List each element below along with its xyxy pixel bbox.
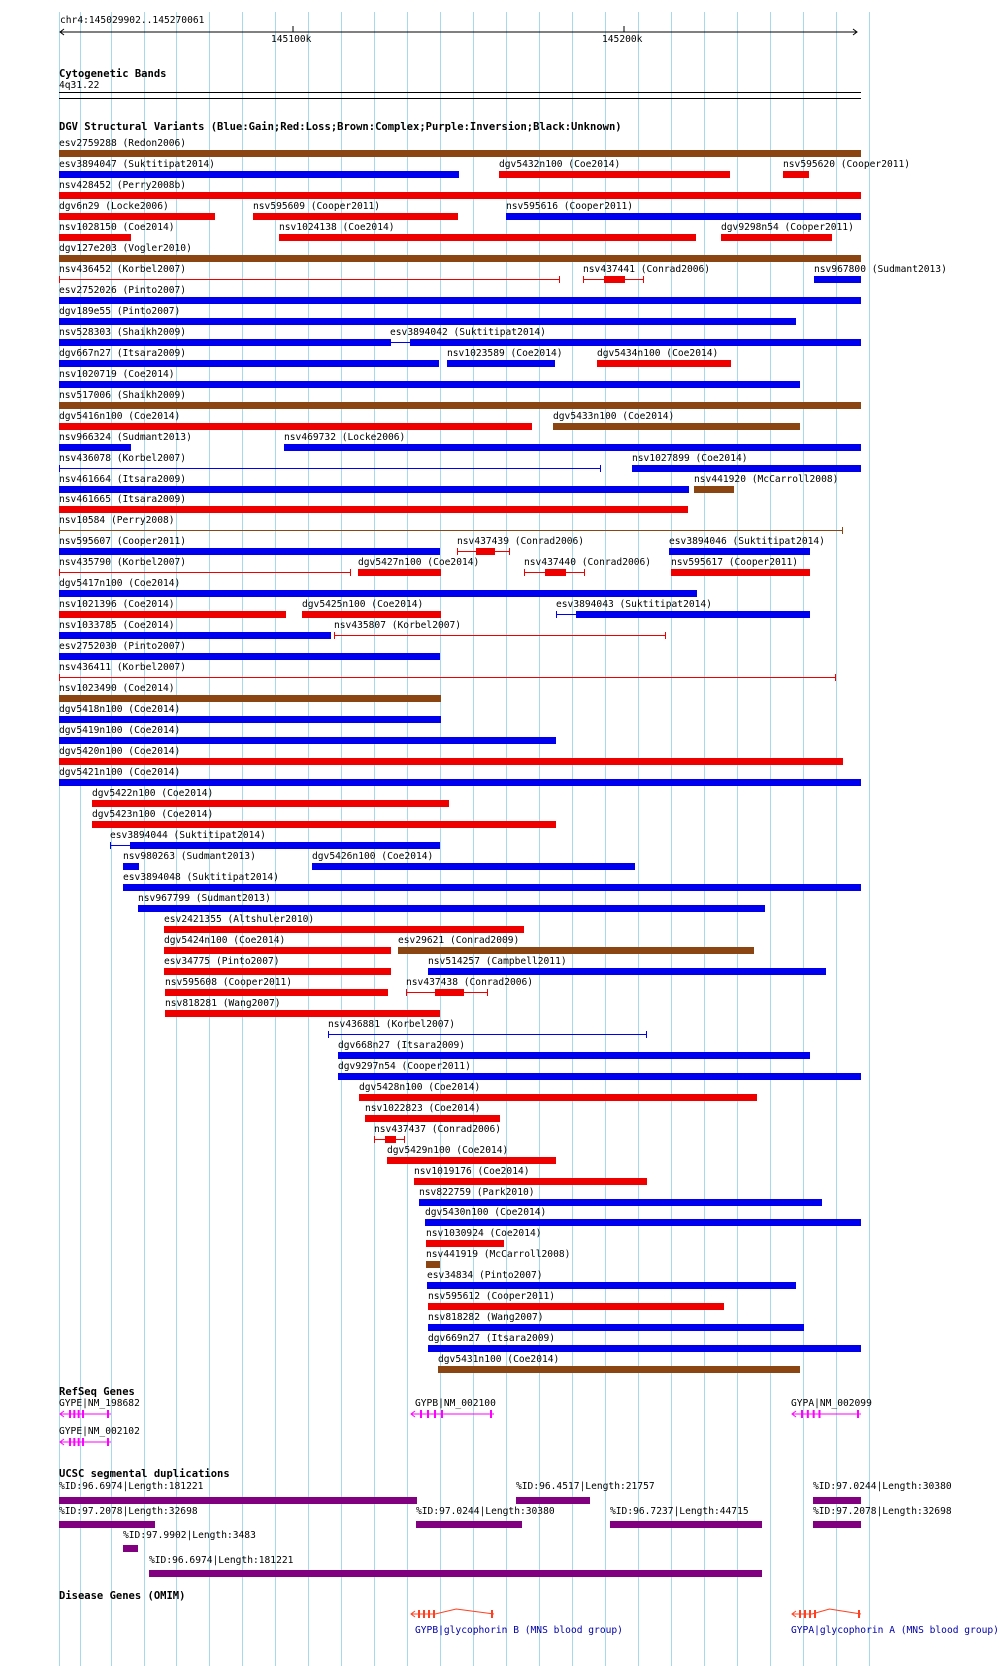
variant-label: esv3894048 (Suktitipat2014) — [123, 871, 279, 883]
variant-core-bar[interactable] — [410, 339, 861, 346]
variant-bar[interactable] — [59, 213, 215, 220]
segdup-bar[interactable] — [416, 1521, 522, 1528]
variant-bar[interactable] — [59, 611, 286, 618]
variant-label: nsv517006 (Shaikh2009) — [59, 389, 187, 401]
variant-span-cap — [665, 632, 666, 639]
variant-label: nsv818281 (Wang2007) — [165, 997, 281, 1009]
variant-label: esv3894046 (Suktitipat2014) — [669, 536, 825, 548]
cytoband-divider — [59, 98, 861, 99]
variant-bar[interactable] — [59, 192, 861, 199]
cytoband-divider — [59, 92, 861, 93]
variant-label: dgv668n27 (Itsara2009) — [338, 1039, 466, 1051]
variant-bar[interactable] — [165, 1010, 440, 1017]
variant-span-cap — [646, 1031, 647, 1038]
segdup-label: %ID:97.0244|Length:30380 — [416, 1506, 555, 1517]
ruler-position: chr4:145029902..145270061 — [60, 15, 205, 26]
variant-label: nsv461665 (Itsara2009) — [59, 494, 187, 506]
variant-bar[interactable] — [359, 1094, 757, 1101]
variant-label: esv34834 (Pinto2007) — [427, 1270, 543, 1282]
variant-core-bar[interactable] — [435, 989, 464, 996]
variant-label: nsv967799 (Sudmant2013) — [138, 892, 271, 904]
variant-span-line[interactable] — [334, 635, 666, 636]
ruler-tick-label: 145200k — [602, 34, 643, 45]
variant-span-line[interactable] — [59, 530, 843, 531]
segdup-label: %ID:96.4517|Length:21757 — [516, 1481, 655, 1492]
variant-bar[interactable] — [414, 1178, 647, 1185]
variant-label: dgv5428n100 (Coe2014) — [359, 1081, 481, 1093]
variant-label: dgv5430n100 (Coe2014) — [425, 1207, 547, 1219]
variant-label: nsv1024138 (Coe2014) — [279, 221, 395, 233]
variant-label: nsv1020719 (Coe2014) — [59, 368, 175, 380]
variant-span-line[interactable] — [328, 1034, 647, 1035]
variant-bar[interactable] — [59, 360, 439, 367]
variant-bar[interactable] — [428, 1324, 804, 1331]
refseq-track-title: RefSeq Genes — [59, 1386, 135, 1398]
variant-bar[interactable] — [427, 1282, 796, 1289]
variant-label: nsv818282 (Wang2007) — [428, 1312, 544, 1324]
variant-label: nsv435790 (Korbel2007) — [59, 557, 187, 569]
variant-bar[interactable] — [338, 1073, 861, 1080]
variant-bar[interactable] — [279, 234, 696, 241]
segdup-track-title: UCSC segmental duplications — [59, 1468, 230, 1480]
variant-bar[interactable] — [59, 171, 459, 178]
variant-bar[interactable] — [92, 800, 449, 807]
variant-span-cap — [583, 276, 584, 283]
variant-label: dgv5416n100 (Coe2014) — [59, 410, 181, 422]
variant-span-cap — [404, 1136, 405, 1143]
variant-label: nsv437441 (Conrad2006) — [583, 263, 711, 275]
variant-bar[interactable] — [632, 465, 861, 472]
variant-bar[interactable] — [59, 234, 131, 241]
variant-label: nsv595609 (Cooper2011) — [253, 200, 381, 212]
variant-label: dgv5429n100 (Coe2014) — [387, 1144, 509, 1156]
variant-label: nsv428452 (Perry2008b) — [59, 179, 187, 191]
variant-span-cap — [59, 527, 60, 534]
variant-bar[interactable] — [597, 360, 731, 367]
variant-label: nsv435807 (Korbel2007) — [334, 620, 462, 632]
omim-track-title: Disease Genes (OMIM) — [59, 1590, 186, 1602]
variant-label: nsv1022823 (Coe2014) — [365, 1102, 481, 1114]
segdup-bar[interactable] — [149, 1570, 762, 1577]
variant-label: nsv980263 (Sudmant2013) — [123, 850, 256, 862]
variant-bar[interactable] — [671, 569, 810, 576]
variant-bar[interactable] — [428, 968, 826, 975]
variant-bar[interactable] — [428, 1345, 861, 1352]
variant-label: dgv6n29 (Locke2006) — [59, 200, 169, 212]
variant-bar[interactable] — [387, 1157, 556, 1164]
variant-span-cap — [59, 569, 60, 576]
variant-label: dgv5421n100 (Coe2014) — [59, 767, 181, 779]
variant-bar[interactable] — [164, 947, 391, 954]
variant-label: dgv5432n100 (Coe2014) — [499, 158, 621, 170]
segdup-label: %ID:97.9902|Length:3483 — [123, 1530, 256, 1541]
variant-label: dgv5434n100 (Coe2014) — [597, 347, 719, 359]
variant-label: esv2752026 (Pinto2007) — [59, 284, 187, 296]
variant-bar[interactable] — [59, 423, 532, 430]
variant-bar[interactable] — [358, 569, 441, 576]
variant-bar[interactable] — [123, 863, 139, 870]
variant-label: dgv5425n100 (Coe2014) — [302, 599, 424, 611]
variant-label: dgv189e55 (Pinto2007) — [59, 305, 181, 317]
omim-gene-model[interactable] — [791, 1608, 863, 1620]
variant-label: dgv5433n100 (Coe2014) — [553, 410, 675, 422]
variant-span-cap — [643, 276, 644, 283]
variant-bar[interactable] — [669, 548, 810, 555]
variant-bar[interactable] — [721, 234, 832, 241]
gene-label: GYPB|NM_002100 — [415, 1398, 496, 1409]
variant-label: nsv595607 (Cooper2011) — [59, 536, 187, 548]
ruler-axis[interactable] — [0, 26, 890, 38]
variant-bar[interactable] — [428, 1303, 724, 1310]
variant-bar[interactable] — [92, 821, 556, 828]
variant-span-cap — [584, 569, 585, 576]
variant-label: dgv9297n54 (Cooper2011) — [338, 1060, 471, 1072]
variant-label: esv3894042 (Suktitipat2014) — [390, 326, 546, 338]
variant-label: nsv436078 (Korbel2007) — [59, 452, 187, 464]
variant-bar[interactable] — [398, 947, 754, 954]
variant-bar[interactable] — [59, 318, 796, 325]
variant-label: nsv437437 (Conrad2006) — [374, 1123, 502, 1135]
segdup-bar[interactable] — [610, 1521, 762, 1528]
variant-span-cap — [559, 276, 560, 283]
variant-label: nsv469732 (Locke2006) — [284, 431, 406, 443]
variant-bar[interactable] — [59, 716, 441, 723]
variant-label: nsv1030924 (Coe2014) — [426, 1228, 542, 1240]
segdup-label: %ID:96.6974|Length:181221 — [149, 1555, 294, 1566]
variant-label: nsv595616 (Cooper2011) — [506, 200, 634, 212]
variant-label: nsv436411 (Korbel2007) — [59, 662, 187, 674]
variant-span-cap — [59, 276, 60, 283]
variant-span-line[interactable] — [59, 572, 351, 573]
omim-gene-model[interactable] — [410, 1608, 496, 1620]
variant-bar[interactable] — [59, 632, 331, 639]
variant-label: dgv9298n54 (Cooper2011) — [721, 221, 854, 233]
variant-label: nsv441920 (McCarroll2008) — [694, 473, 839, 485]
variant-label: esv2752030 (Pinto2007) — [59, 641, 187, 653]
variant-label: esv3894047 (Suktitipat2014) — [59, 158, 215, 170]
variant-label: nsv437438 (Conrad2006) — [406, 976, 534, 988]
segdup-bar[interactable] — [813, 1521, 861, 1528]
variant-label: nsv441919 (McCarroll2008) — [426, 1249, 571, 1261]
variant-label: dgv5417n100 (Coe2014) — [59, 578, 181, 590]
variant-bar[interactable] — [164, 968, 391, 975]
variant-bar[interactable] — [59, 506, 688, 513]
variant-label: dgv667n27 (Itsara2009) — [59, 347, 187, 359]
omim-label: GYPB|glycophorin B (MNS blood group) — [415, 1625, 623, 1636]
variant-span-cap — [556, 611, 557, 618]
variant-bar[interactable] — [425, 1219, 861, 1226]
variant-span-cap — [509, 548, 510, 555]
variant-span-cap — [350, 569, 351, 576]
gene-label: GYPE|NM_002102 — [59, 1426, 140, 1437]
variant-bar[interactable] — [426, 1240, 504, 1247]
variant-label: nsv1028150 (Coe2014) — [59, 221, 175, 233]
variant-bar[interactable] — [164, 926, 524, 933]
variant-label: esv2421355 (Altshuler2010) — [164, 913, 315, 925]
variant-label: esv3894044 (Suktitipat2014) — [110, 830, 266, 841]
variant-core-bar[interactable] — [476, 548, 495, 555]
variant-bar[interactable] — [59, 444, 131, 451]
variant-label: dgv5420n100 (Coe2014) — [59, 746, 181, 758]
variant-label: nsv595617 (Cooper2011) — [671, 557, 799, 569]
variant-label: nsv437440 (Conrad2006) — [524, 557, 652, 569]
segdup-label: %ID:97.2078|Length:32698 — [59, 1506, 198, 1517]
segdup-bar[interactable] — [59, 1497, 417, 1504]
variant-bar[interactable] — [284, 444, 861, 451]
variant-bar[interactable] — [59, 255, 861, 262]
variant-span-line[interactable] — [59, 677, 836, 678]
variant-label: nsv437439 (Conrad2006) — [457, 536, 585, 548]
segdup-label: %ID:96.7237|Length:44715 — [610, 1506, 749, 1517]
variant-label: esv2759288 (Redon2006) — [59, 138, 187, 149]
variant-bar[interactable] — [59, 402, 861, 409]
segdup-bar[interactable] — [516, 1497, 590, 1504]
variant-bar[interactable] — [499, 171, 730, 178]
ruler-tick-label: 145100k — [271, 34, 312, 45]
gene-model[interactable] — [59, 1408, 113, 1420]
variant-bar[interactable] — [338, 1052, 810, 1059]
variant-span-line[interactable] — [59, 468, 601, 469]
gene-model[interactable] — [410, 1408, 496, 1420]
variant-bar[interactable] — [506, 213, 861, 220]
cytoband-track-title: Cytogenetic Bands — [59, 68, 167, 80]
variant-bar[interactable] — [59, 150, 861, 157]
variant-bar[interactable] — [59, 653, 440, 660]
variant-label: nsv1027899 (Coe2014) — [632, 452, 748, 464]
variant-label: dgv5431n100 (Coe2014) — [438, 1354, 560, 1366]
variant-label: dgv5426n100 (Coe2014) — [312, 850, 434, 862]
variant-label: nsv528303 (Shaikh2009) — [59, 326, 187, 338]
variant-label: nsv1023490 (Coe2014) — [59, 683, 175, 695]
variant-label: dgv669n27 (Itsara2009) — [428, 1333, 556, 1345]
variant-bar[interactable] — [138, 905, 765, 912]
variant-span-cap — [59, 465, 60, 472]
variant-label: nsv595612 (Cooper2011) — [428, 1291, 556, 1303]
variant-core-bar[interactable] — [130, 842, 440, 849]
variant-label: dgv5422n100 (Coe2014) — [92, 788, 214, 800]
variant-bar[interactable] — [438, 1366, 800, 1373]
gene-label: GYPA|NM_002099 — [791, 1398, 872, 1409]
variant-label: dgv5419n100 (Coe2014) — [59, 725, 181, 737]
variant-label: dgv5424n100 (Coe2014) — [164, 934, 286, 946]
variant-span-cap — [59, 674, 60, 681]
variant-bar[interactable] — [59, 737, 556, 744]
variant-bar[interactable] — [59, 381, 800, 388]
variant-bar[interactable] — [59, 297, 861, 304]
variant-bar[interactable] — [694, 486, 734, 493]
variant-bar[interactable] — [783, 171, 809, 178]
variant-label: nsv10584 (Perry2008) — [59, 515, 175, 527]
gene-label: GYPE|NM_198682 — [59, 1398, 140, 1409]
variant-span-cap — [457, 548, 458, 555]
variant-span-cap — [328, 1031, 329, 1038]
variant-label: esv34775 (Pinto2007) — [164, 955, 280, 967]
variant-bar[interactable] — [814, 276, 861, 283]
variant-core-bar[interactable] — [576, 611, 810, 618]
variant-label: esv3894043 (Suktitipat2014) — [556, 599, 712, 611]
variant-label: dgv5423n100 (Coe2014) — [92, 809, 214, 821]
variant-bar[interactable] — [253, 213, 458, 220]
segdup-bar[interactable] — [123, 1545, 138, 1552]
variant-bar[interactable] — [312, 863, 635, 870]
variant-bar[interactable] — [59, 758, 843, 765]
variant-label: nsv822759 (Park2010) — [419, 1186, 535, 1198]
variant-label: dgv5427n100 (Coe2014) — [358, 557, 480, 569]
variant-bar[interactable] — [165, 989, 388, 996]
variant-bar[interactable] — [447, 360, 555, 367]
variant-span-cap — [600, 465, 601, 472]
variant-bar[interactable] — [59, 779, 861, 786]
variant-span-cap — [835, 674, 836, 681]
variant-bar[interactable] — [426, 1261, 440, 1268]
cytoband-value: 4q31.22 — [59, 80, 100, 91]
variant-core-bar[interactable] — [604, 276, 625, 283]
variant-label: dgv5418n100 (Coe2014) — [59, 704, 181, 716]
variant-bar[interactable] — [123, 884, 861, 891]
segdup-bar[interactable] — [59, 1521, 155, 1528]
segdup-bar[interactable] — [813, 1497, 861, 1504]
variant-span-cap — [487, 989, 488, 996]
variant-label: dgv127e203 (Vogler2010) — [59, 242, 192, 254]
variant-bar[interactable] — [59, 590, 697, 597]
variant-label: nsv436452 (Korbel2007) — [59, 263, 187, 275]
variant-span-cap — [334, 632, 335, 639]
variant-bar[interactable] — [59, 695, 441, 702]
variant-span-line[interactable] — [59, 279, 560, 280]
variant-span-cap — [842, 527, 843, 534]
variant-span-cap — [524, 569, 525, 576]
variant-bar[interactable] — [59, 548, 440, 555]
segdup-label: %ID:97.2078|Length:32698 — [813, 1506, 952, 1517]
variant-span-cap — [110, 842, 111, 849]
variant-core-bar[interactable] — [385, 1136, 396, 1143]
variant-label: nsv595608 (Cooper2011) — [165, 976, 293, 988]
variant-span-cap — [406, 989, 407, 996]
variant-label: nsv1023589 (Coe2014) — [447, 347, 563, 359]
dgv-track-title: DGV Structural Variants (Blue:Gain;Red:Loss;Brown:Complex;Purple:Inversion;Black:Unknown) — [59, 121, 622, 133]
variant-bar[interactable] — [553, 423, 800, 430]
variant-label: nsv595620 (Cooper2011) — [783, 158, 911, 170]
variant-label: nsv461664 (Itsara2009) — [59, 473, 187, 485]
variant-bar[interactable] — [419, 1199, 822, 1206]
variant-label: nsv1033785 (Coe2014) — [59, 620, 175, 632]
gene-model[interactable] — [791, 1408, 863, 1420]
variant-label: nsv1019176 (Coe2014) — [414, 1165, 530, 1177]
variant-label: nsv514257 (Campbell2011) — [428, 955, 567, 967]
segdup-label: %ID:97.0244|Length:30380 — [813, 1481, 952, 1492]
omim-label: GYPA|glycophorin A (MNS blood group) — [791, 1625, 999, 1636]
segdup-label: %ID:96.6974|Length:181221 — [59, 1481, 204, 1492]
variant-label: nsv966324 (Sudmant2013) — [59, 431, 192, 443]
variant-label: nsv436881 (Korbel2007) — [328, 1018, 456, 1030]
variant-bar[interactable] — [59, 339, 390, 346]
variant-bar[interactable] — [302, 611, 441, 618]
gene-model[interactable] — [59, 1436, 113, 1448]
variant-core-bar[interactable] — [545, 569, 566, 576]
variant-span-cap — [390, 339, 391, 346]
variant-bar[interactable] — [365, 1115, 500, 1122]
variant-label: nsv967800 (Sudmant2013) — [814, 263, 947, 275]
variant-label: nsv1021396 (Coe2014) — [59, 599, 175, 611]
variant-label: esv29621 (Conrad2009) — [398, 934, 520, 946]
variant-bar[interactable] — [59, 486, 689, 493]
variant-span-cap — [374, 1136, 375, 1143]
